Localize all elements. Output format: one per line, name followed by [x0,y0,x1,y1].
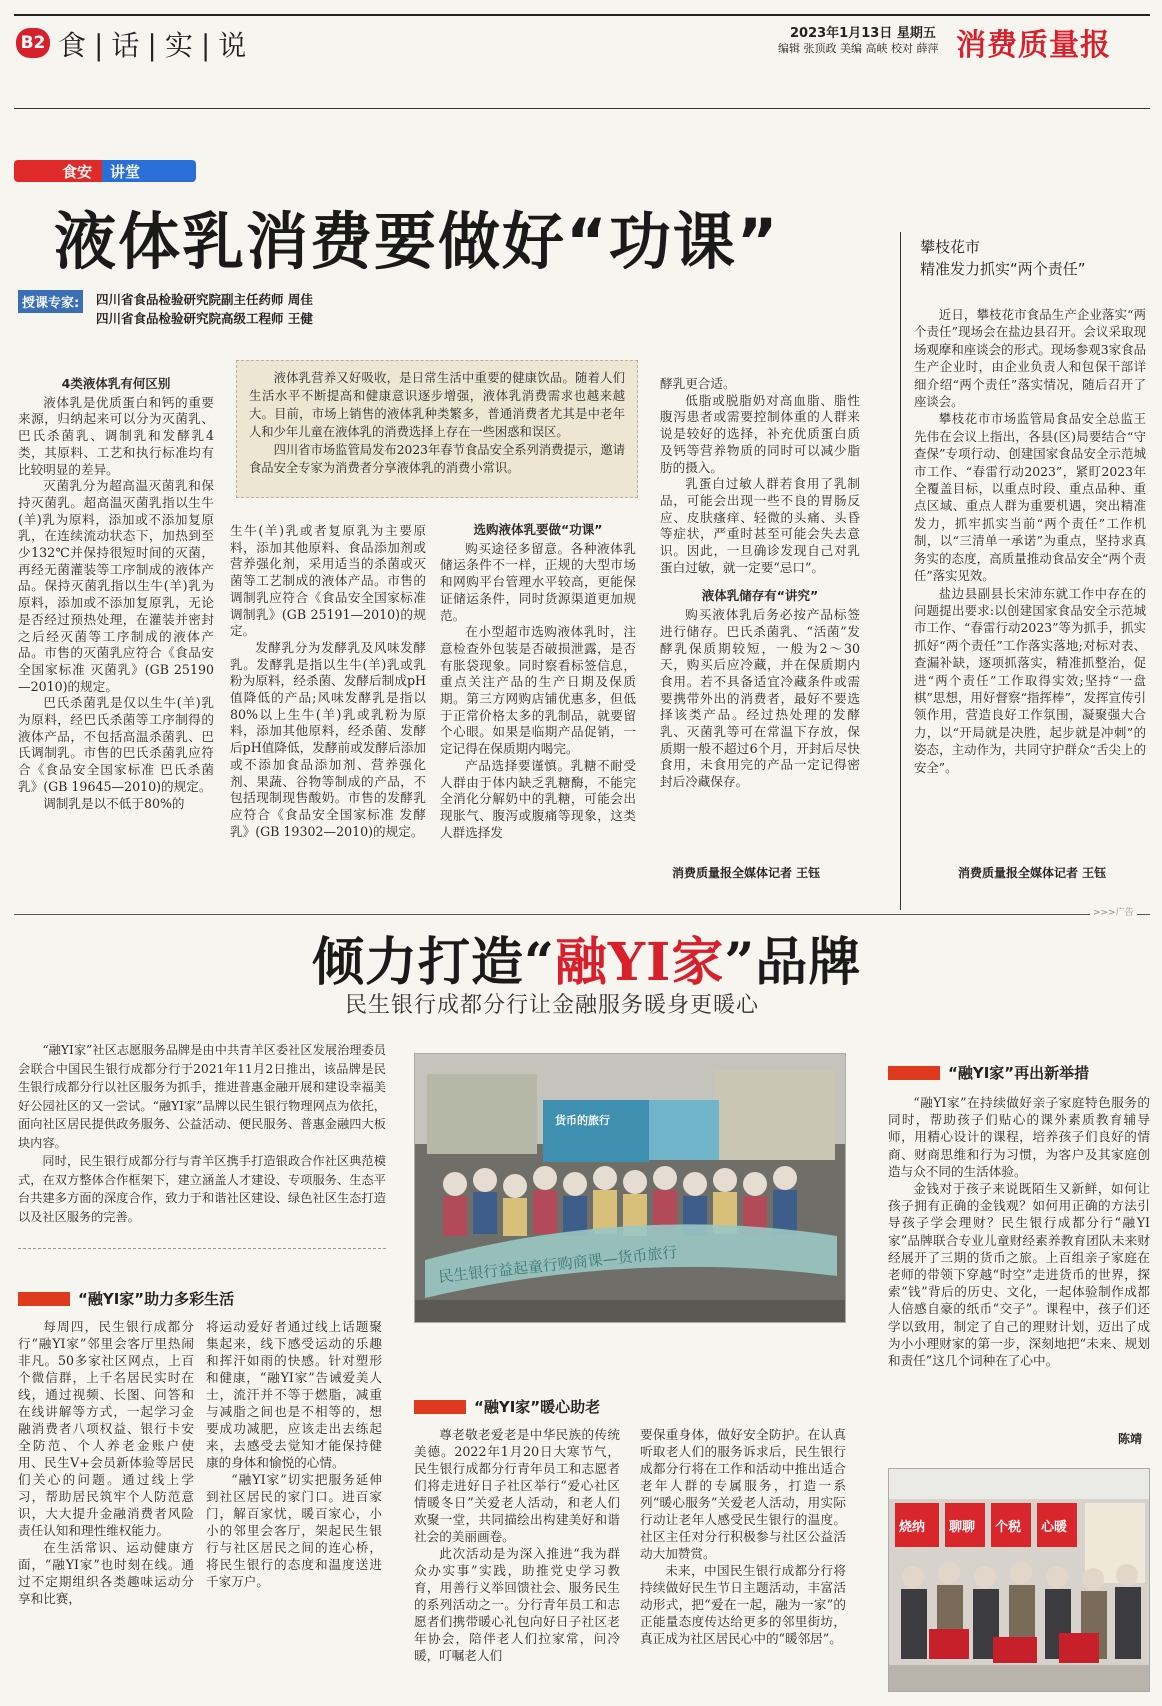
seniors-photo [888,1468,1150,1692]
heading-text: “融YI家”再出新举措 [948,1064,1090,1082]
section-heading [888,1062,1089,1083]
paragraph: 购买途径多留意。各种液体乳储运条件不一样，正规的大型市场和网购平台管理水平较高，更能保证储运条件，同时货源渠道更加规范。 [440,540,636,623]
ad-subtitle: 民生银行成都分行让金融服务暖身更暖心 [345,993,760,1018]
intro-paragraph: 四川省市场监管局发布2023年春节食品安全系列消费提示，邀请食品安全专家为消费者分享液体乳的消费小常识。 [249,443,625,475]
newspaper-logo: 消费质量报 [956,28,1111,63]
paragraph: 乳蛋白过敏人群若食用了乳制品，可能会出现一些不良的胃肠反应、皮肤瘙痒、轻微的头痛、头昏等症状，严重时甚至可能会失去意识。因此，一旦确诊发现自己对乳蛋白过敏，就一定要“忌口”。 [660,476,860,575]
speaker-1: 四川省食品检验研究院副主任药师 周佳 [96,292,313,307]
ad-column-4 [640,1426,846,1704]
sign-text: 聊聊 [949,1520,976,1535]
group-photo-illustration [415,1054,846,1323]
heading-bar [18,1292,70,1306]
paragraph: 要保重身体，做好安全防护。在认真听取老人们的服务诉求后，民生银行成都分行将在工作和活动中推出适合老年人群的专属服务，打造一系列“暖心服务”关爱老人活动，用实际行动让老年人感受民生银行的温度。社区主任对分行积极参与社区公益活动大加赞赏。 [640,1427,846,1561]
event-photo [414,1053,846,1323]
sign-text: 心暖 [1041,1520,1068,1535]
paragraph: 每周四，民生银行成都分行“融YI家”邻里会客厅里热闹非凡。50多家社区网点，上百个微信群，上千名居民实时在线，通过视频、长图、问答和在线讲解等方式，一起学习金融消费者八项权益、银行卡安全防范、个人养老金账户使用、民生V+会员新体验等居民们关心的问题。通过线上学习，帮助居民筑牢个人防范意识，大大提升金融消费者风险责任认知和理性维权能力。 [18,1319,194,1538]
paragraph: 低脂或脱脂奶对高血脂、脂性腹泻患者或需要控制体重的人群来说是较好的选择，补充优质蛋白质及钙等营养物质的同时可以减少脂肪的摄入。 [660,392,860,475]
banner-text: 民生银行益起童行购商课—货币旅行 [437,1242,679,1286]
side-headline [920,236,1086,280]
column-divider [900,232,901,910]
ad-column-3 [414,1426,620,1704]
article-headline: 液体乳消费要做好“功课” [54,205,780,278]
article-intro-box [236,360,638,498]
ad-column-2 [206,1318,382,1702]
heading-bar [414,1400,466,1414]
paragraph: 在生活常识、运动健康方面，“融YI家”也时刻在线。通过不定期组织各类趣味运动分享和比赛， [18,1540,194,1606]
paragraph: 将运动爱好者通过线上话题聚集起来，线下感受运动的乐趣和挥汗如雨的快感。针对塑形和健康，“融YI家”告诫爱美人士，流汗并不等于燃脂，减重与减脂之间也是不相等的，想要成功减肥，应该走出去练起来，去感受去觉知才能保持健康的身体和愉悦的心情。 [206,1319,382,1470]
seniors-photo-illustration [889,1469,1150,1692]
speaker-list [96,290,313,328]
paragraph: 生牛(羊)乳或者复原乳为主要原料，添加其他原料、食品添加剂或营养强化剂，采用适当的杀菌或灭菌等工艺制成的液体产品。市售的调制乳应符合《食品安全国家标准 调制乳》(GB 25191—2010)的规定。 [230,523,426,639]
dateline: 2023年1月13日 星期五 [790,26,936,41]
paragraph: 购买液体乳后务必按产品标签进行储存。巴氏杀菌乳、“活菌”发酵乳保质期较短，一般为2～30天，购买后应冷藏，并在保质期内食用。若不具备适宜冷藏条件或需要携带外出的消费者，最好不要选择该类产品。经过热处理的发酵乳、灭菌乳等可在常温下存放，保质期一般不超过6个月，开封后尽快食用，未食用完的产品一定记得密封后冷藏保存。 [660,607,860,790]
paragraph: 灭菌乳分为超高温灭菌乳和保持灭菌乳。超高温灭菌乳指以生牛(羊)乳为原料，添加或不添加复原乳，在连续流动状态下，加热到至少132℃并保持很短时间的灭菌，再经无菌灌装等工序制成的液体产品。保持灭菌乳指以生牛(羊)乳为原料，添加或不添加复原乳，无论是否经过预热处理，在灌装并密封之后经灭菌等工序制成的液体产品。市售的灭菌乳应符合《食品安全国家标准 灭菌乳》(GB 25190—2010)的规定。 [18,478,214,694]
side-article-body [914,306,1146,858]
speaker-label: 授课专家: [18,290,83,313]
board-text: 货币的旅行 [555,1114,610,1127]
paragraph: “融YI家”切实把服务延伸到社区居民的家门口。进百家门，解百家忧，暖百家心，小小的邻里会客厅，架起民生银行与社区居民之间的连心桥，将民生银行的态度和温度送进千家万户。 [206,1472,382,1589]
ad-column-5 [888,1094,1150,1446]
section-heading [414,1396,600,1417]
header-top-rule [14,14,1150,16]
article-byline: 消费质量报全媒体记者 王钰 [672,866,821,880]
ad-divider [14,914,1150,915]
ad-intro [18,1041,386,1226]
paragraph: “融YI家”社区志愿服务品牌是由中共青羊区委社区发展治理委员会联合中国民生银行成都分行于2021年11月2日推出，该品牌是民生银行成都分行以社区服务为抓手，推进普惠金融开展和建设幸福美好公园社区的又一尝试。“融YI家”品牌以民生银行物理网点为依托，面向社区居民提供政务服务、公益活动、便民服务、普惠金融四大板块内容。 [18,1043,386,1150]
side-headline-line2: 精准发力抓实“两个责任” [920,260,1086,278]
subheading: 选购液体乳要做“功课” [473,522,603,537]
paragraph: 尊老敬老爱老是中华民族的传统美德。2022年1月20日大寒节气，民生银行成都分行青年员工和志愿者们将走进好日子社区举行“爱心社区情暖冬日”关爱老人活动，和老人们欢聚一堂，共同描绘出构建美好和谐社会的美丽画卷。 [414,1427,620,1544]
paragraph: 攀枝花市市场监管局食品安全总监王先伟在会议上指出，各县(区)局要结合“守查保”专项行动、创建国家食品安全示范城市工作、“春雷行动2023”，紧盯2023年全覆盖目标，以重点时段、重点品种、重点区域、重点人群为重要机遇，突出精准发力，抓牢抓实当前“两个责任”工作机制，以“三清单一承诺”为重点，坚持求真务实的态度，高质量推动食品安全“两个责任”落实见效。 [914,411,1146,584]
paragraph: 液体乳是优质蛋白和钙的重要来源，归纳起来可以分为灭菌乳、巴氏杀菌乳、调制乳和发酵乳4类，其原料、工艺和执行标准均有比较明显的差异。 [18,394,214,477]
ad-byline: 陈靖 [1118,1432,1143,1446]
paragraph: 发酵乳分为发酵乳及风味发酵乳。发酵乳是指以生牛(羊)乳或乳粉为原料，经杀菌、发酵后制成pH值降低的产品;风味发酵乳是指以80%以上生牛(羊)乳或乳粉为原料，添加其他原料，经杀菌、发酵后pH值降低，发酵前或发酵后添加或不添加食品添加剂、营养强化剂、果蔬、谷物等制成的产品，不包括现制现售酸奶。市售的发酵乳应符合《食品安全国家标准 发酵乳》(GB 19302—2010)的规定。 [230,639,426,839]
subheading: 液体乳储存有“讲究” [701,588,819,604]
ad-headline-brand: 融YI家 [554,932,725,993]
article-column-1 [18,376,214,880]
paragraph: 盐边县副县长宋沛东就工作中存在的问题提出要求:以创建国家食品安全示范城市工作、“春雷行动2023”等为抓手，抓实抓好“两个责任”工作落实落地;对标对表、查漏补缺，逐项抓落实，精准抓整治，促进“两个责任”工作取得实效;坚持“一盘棋”思想，用好督察“指挥棒”，发挥宣传引领作用，营造良好工作氛围，凝聚强大合力，以“开局就是决胜，起步就是冲刺”的姿态，主动作为，共同守护群众“舌尖上的安全”。 [914,585,1146,775]
ad-column-1 [18,1318,194,1702]
paragraph: 此次活动是为深入推进“我为群众办实事”实践，助推党史学习教育，用善行义举回馈社会、服务民生的系列活动之一。分行青年员工和志愿者们携带暖心礼包向好日子社区老年协会，陪伴老人们拉家常，问冷暖，叮嘱老人们 [414,1546,620,1663]
paragraph: 近日，攀枝花市食品生产企业落实“两个责任”现场会在盐边县召开。会议采取现场观摩和座谈会的形式。现场参观3家食品生产企业时，由企业负责人和包保干部详细介绍“两个责任”落实情况，随后召开了座谈会。 [914,307,1146,410]
section-heading [18,1288,234,1309]
paragraph: 产品选择要谨慎。乳糖不耐受人群由于体内缺乏乳糖酶，不能完全消化分解奶中的乳糖，可能会出现胀气、腹泻或腹痛等现象，这类人群选择发 [440,757,636,840]
sign-text: 个税 [995,1520,1022,1535]
intro-paragraph: 液体乳营养又好吸收，是日常生活中重要的健康饮品。随着人们生活水平不断提高和健康意识逐步增强，液体乳消费需求也越来越大。目前，市场上销售的液体乳种类繁多，普通消费者尤其是中老年人和少年儿童在液体乳的消费选择上存在一些困惑和误区。 [249,371,625,439]
side-byline: 消费质量报全媒体记者 王钰 [958,866,1107,880]
page-number-badge: B2 [16,28,50,58]
heading-text: “融YI家”助力多彩生活 [78,1290,235,1308]
column-tag [14,160,196,182]
paragraph: 巴氏杀菌乳是仅以生牛(羊)乳为原料，经巴氏杀菌等工序制得的液体产品，不包括高温杀菌乳、巴氏调制乳。市售的巴氏杀菌乳应符合《食品安全国家标准 巴氏杀菌乳》(GB 19645—2010)的规定。 [18,695,214,794]
column-tag-left: 食安 [14,160,102,182]
section-name: 食|话|实|说 [58,29,255,62]
editor-credits: 编辑 张顶政 美编 高峡 校对 薛萍 [778,42,939,55]
paragraph: 在小型超市选购液体乳时，注意检查外包装是否破损泄露，是否有胀袋现象。同时察看标签信息，重点关注产品的生产日期及保质期。第三方网购店铺优惠多，但低于正常价格太多的乳制品，就要留个心眼。如果是临期产品促销，一定记得在保质期内喝完。 [440,624,636,757]
paragraph: 同时，民生银行成都分行与青羊区携手打造银政合作社区典范模式，在双方整体合作框架下，建立涵盖人才建设、专项服务、生态平台共建多方面的深度合作，致力于和谐社区建设、绿色社区生态打造以及社区服务的完善。 [18,1154,386,1224]
paragraph: 调制乳是以不低于80%的 [43,795,185,811]
heading-text: “融YI家”暖心助老 [474,1398,601,1416]
article-column-2 [230,523,426,880]
ad-headline-post: ”品牌 [724,932,862,993]
article-column-3 [440,522,636,880]
ad-label: >>>广告 [1090,905,1137,918]
side-headline-line1: 攀枝花市 [920,238,981,256]
article-column-4 [660,376,860,860]
heading-bar [888,1066,940,1080]
paragraph: 金钱对于孩子来说既陌生又新鲜，如何让孩子拥有正确的金钱观？如何用正确的方法引导孩子学会理财？民生银行成都分行“融YI家”品牌联合专业儿童财经素养教育团队未来财经展开了三期的货币之旅。上百组亲子家庭在老师的带领下穿越“时空”走进货币的世界，探索“钱”背后的历史、文化，一起体验制作成都人倍感自豪的纸币“交子”。课程中，孩子们还学以致用，制定了自己的理财计划，迈出了成为小小理财家的第一步，深刻地把“未来、规划和责任”这几个词种在了心中。 [888,1181,1150,1369]
header-bottom-rule [14,108,1150,109]
subheading: 4类液体乳有何区别 [61,376,171,391]
ad-headline [312,920,861,995]
paragraph: 酵乳更合适。 [660,376,736,391]
paragraph: 未来，中国民生银行成都分行将持续做好民生节日主题活动，丰富活动形式，把“爱在一起，融为一家”的正能量态度传达给更多的邻里街坊，真正成为社区居民心中的“暖邻居”。 [640,1563,846,1646]
ad-headline-pre: 倾力打造“ [312,932,555,993]
column-tag-right: 讲堂 [102,160,196,182]
paragraph: “融YI家”在持续做好亲子家庭特色服务的同时，帮助孩子们贴心的课外素质教育辅导师，用精心设计的课程，培养孩子们良好的情商、财商思维和行为习惯，为客户及其家庭创造与众不同的生活体验。 [888,1095,1150,1179]
dashed-rule [18,1248,386,1249]
speaker-2: 四川省食品检验研究院高级工程师 王健 [96,311,313,326]
sign-text: 烧纳 [899,1520,926,1535]
